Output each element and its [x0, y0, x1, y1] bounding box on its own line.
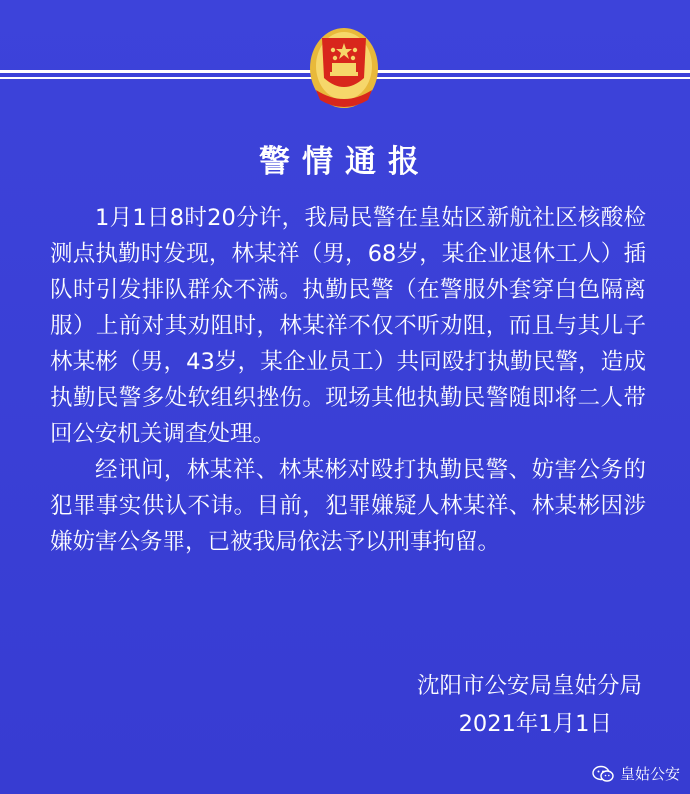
notice-signature [417, 668, 642, 742]
issue-date: 2021年1月1日 [458, 711, 612, 737]
watermark-label: 皇姑公安 [619, 765, 680, 783]
wechat-icon [592, 765, 614, 783]
notice-title: 警情通报 [259, 144, 431, 180]
account-watermark [592, 763, 680, 784]
police-emblem-icon [306, 16, 382, 112]
issuer-name: 沈阳市公安局皇姑分局 [416, 673, 642, 699]
notice-paragraph-2: 经讯问，林某祥、林某彬对殴打执勤民警、妨害公务的犯罪事实供认不讳。目前，犯罪嫌疑人林某祥、林某彬因涉嫌妨害公务罪，已被我局依法予以刑事拘留。 [50, 457, 646, 555]
notice-paragraph-1: 1月1日8时20分许，我局民警在皇姑区新航社区核酸检测点执勤时发现，林某祥（男，68岁，某企业退休工人）插队时引发排队群众不满。执勤民警（在警服外套穿白色隔离服）上前对其劝阻时，林某祥不仅不听劝阻，而且与其儿子林某彬（男，43岁，某企业员工）共同殴打执勤民警，造成执勤民警多处软组织挫伤。现场其他执勤民警随即将二人带回公安机关调查处理。 [50, 205, 646, 447]
notice-body [50, 200, 646, 560]
